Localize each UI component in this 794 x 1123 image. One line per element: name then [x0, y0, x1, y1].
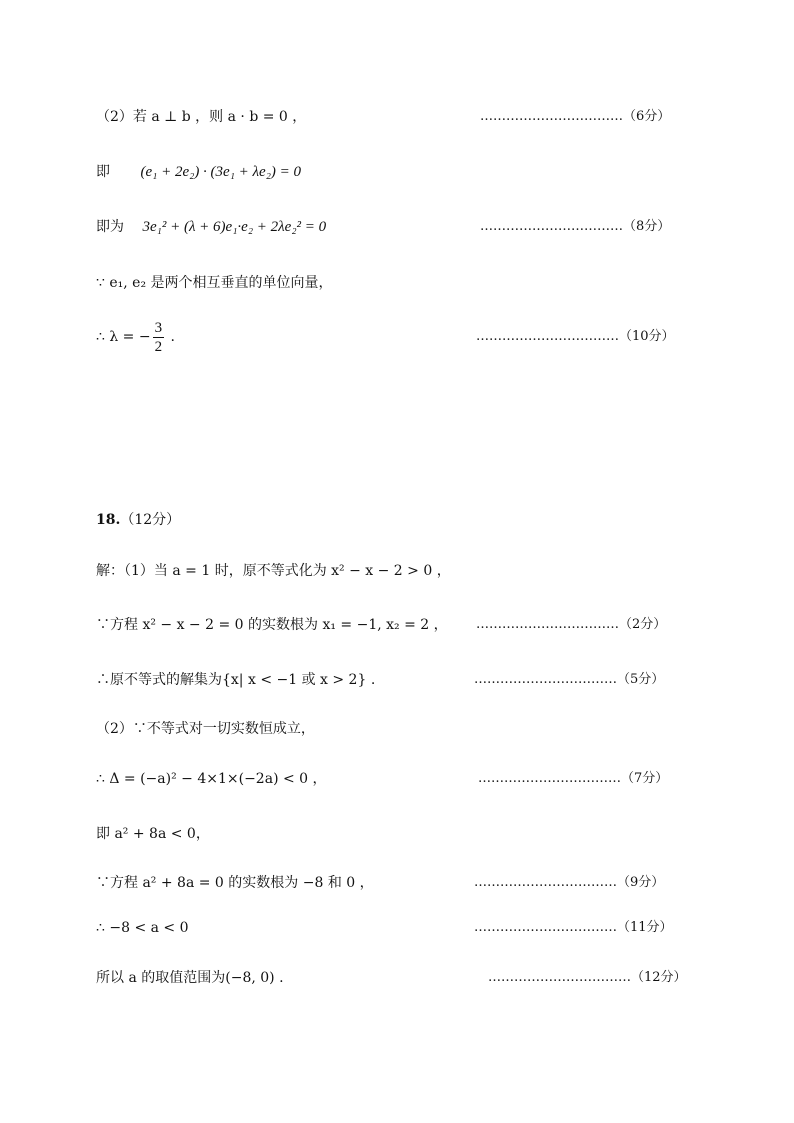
points-6: ……………………………（6分） [480, 109, 671, 124]
part2-line-5 [96, 318, 175, 356]
part2-line-2-equation: (e₁ + 2e₂) · (3e₁ + λe₂) = 0 [140, 164, 302, 180]
q18-line-2: ∵方程 x² − x − 2 = 0 的实数根为 x₁ = −1, x₂ = 2 ， [96, 617, 448, 633]
points-8: ……………………………（8分） [480, 219, 671, 234]
points-11: ……………………………（11分） [474, 920, 673, 935]
q18-line-9: 所以 a 的取值范围为(−8, 0) . [96, 970, 284, 986]
q18-line-8: ∴ −8 < a < 0 [96, 920, 189, 936]
part2-line-2 [96, 162, 301, 182]
part2-line-3-prefix: 即为 [96, 219, 124, 235]
points-9: ……………………………（9分） [474, 875, 665, 890]
fraction-numerator: 3 [154, 319, 163, 336]
part2-line-5-prefix: ∴ λ = − [96, 329, 151, 345]
fraction-denominator: 2 [154, 338, 163, 355]
points-10: ……………………………（10分） [476, 329, 675, 344]
points-7: ……………………………（7分） [478, 771, 669, 786]
q18-line-7: ∵方程 a² + 8a = 0 的实数根为 −8 和 0 ， [96, 875, 374, 891]
q18-line-6: 即 a² + 8a < 0， [96, 826, 210, 842]
q18-title [96, 510, 180, 530]
part2-line-4: ∵ e₁, e₂ 是两个相互垂直的单位向量， [96, 275, 333, 291]
q18-line-3: ∴原不等式的解集为{x| x < −1 或 x > 2} . [96, 672, 376, 688]
fraction-three-halves [153, 319, 165, 356]
points-5: ……………………………（5分） [474, 672, 665, 687]
part2-line-3-equation: 3e₁² + (λ + 6)e₁·e₂ + 2λe₂² = 0 [142, 219, 327, 235]
q18-total-points: （12分） [120, 512, 181, 528]
q18-number: 18. [96, 512, 121, 528]
part2-line-2-prefix: 即 [96, 164, 110, 180]
q18-line-1: 解：（1）当 a = 1 时，原不等式化为 x² − x − 2 > 0 ， [96, 563, 451, 579]
points-12: ……………………………（12分） [488, 970, 687, 985]
points-2: ……………………………（2分） [476, 617, 667, 632]
part2-line-5-suffix: . [166, 329, 175, 345]
part2-line-1: （2）若 a ⊥ b ，则 a · b = 0 ， [96, 109, 307, 125]
part2-line-3 [96, 217, 326, 237]
q18-line-4: （2）∵不等式对一切实数恒成立， [96, 721, 315, 737]
q18-line-5: ∴ Δ = (−a)² − 4×1×(−2a) < 0 ， [96, 771, 327, 787]
